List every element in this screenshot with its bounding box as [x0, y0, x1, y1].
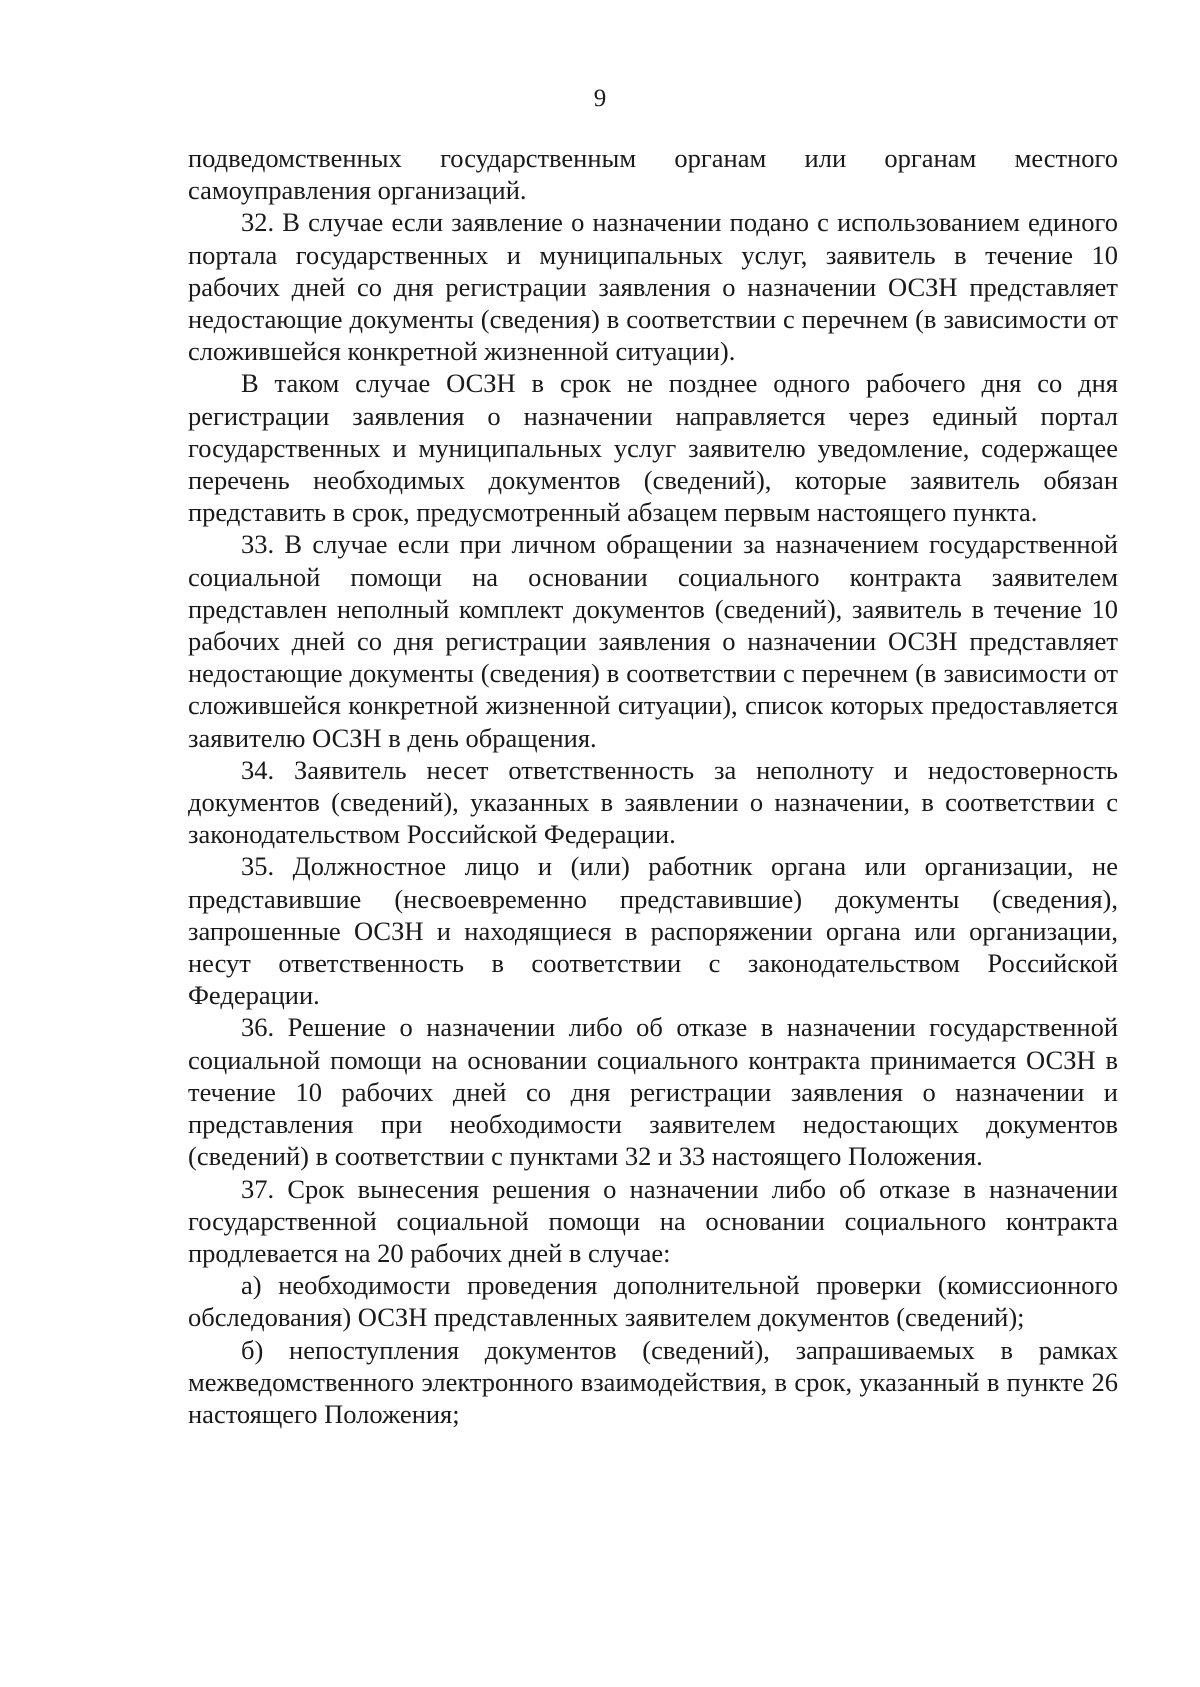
- paragraph-33: 33. В случае если при личном обращении за назначением государственной социальной помощи на основании социального контракта заявителем представлен неполный комплект документов (сведений), заявитель в течение 10 рабочих дней со дня регистрации заявления о назначении ОСЗН представляет недостающие документы (сведения) в соответствии с перечнем (в зависимости от сложившейся конкретной жизненной ситуации), список которых предоставляется заявителю ОСЗН в день обращения.: [188, 529, 1118, 753]
- paragraph-34: 34. Заявитель несет ответственность за неполноту и недостоверность документов (сведений), указанных в заявлении о назначении, в соответствии с законодательством Российской Федерации.: [188, 754, 1118, 850]
- paragraph-35: 35. Должностное лицо и (или) работник органа или организации, не представившие (несвоевременно представившие) документы (сведения), запрошенные ОСЗН и находящиеся в распоряжении органа или организации, несут ответственность в соответствии с законодательством Российской Федерации.: [188, 851, 1118, 1011]
- paragraph-continuation: подведомственных государственным органам или органам местного самоуправления организаций.: [188, 143, 1118, 206]
- page-number: 9: [593, 85, 607, 112]
- paragraph-32: 32. В случае если заявление о назначении подано с использованием единого портала государственных и муниципальных услуг, заявитель в течение 10 рабочих дней со дня регистрации заявления о назначении ОСЗН представляет недостающие документы (сведения) в соответствии с перечнем (в зависимости от сложившейся конкретной жизненной ситуации).: [188, 207, 1118, 367]
- paragraph-37: 37. Срок вынесения решения о назначении либо об отказе в назначении государственной социальной помощи на основании социального контракта продлевается на 20 рабочих дней в случае:: [188, 1173, 1118, 1268]
- paragraph-36: 36. Решение о назначении либо об отказе в назначении государственной социальной помощи на основании социального контракта принимается ОСЗН в течение 10 рабочих дней со дня регистрации заявления о назначении и представления при необходимости заявителем недостающих документов (сведений) в соответствии с пунктами 32 и 33 настоящего Положения.: [188, 1012, 1118, 1172]
- document-body: [188, 142, 1118, 1430]
- paragraph-32-notice: В таком случае ОСЗН в срок не позднее одного рабочего дня со дня регистрации заявления о назначении направляется через единый портал государственных и муниципальных услуг заявителю уведомление, содержащее перечень необходимых документов (сведений), которые заявитель обязан представить в срок, предусмотренный абзацем первым настоящего пункта.: [188, 368, 1118, 528]
- paragraph-37-b: б) непоступления документов (сведений), запрашиваемых в рамках межведомственного электронного взаимодействия, в срок, указанный в пункте 26 настоящего Положения;: [188, 1334, 1118, 1429]
- paragraph-37-a: а) необходимости проведения дополнительной проверки (комиссионного обследования) ОСЗН представленных заявителем документов (сведений);: [188, 1270, 1118, 1333]
